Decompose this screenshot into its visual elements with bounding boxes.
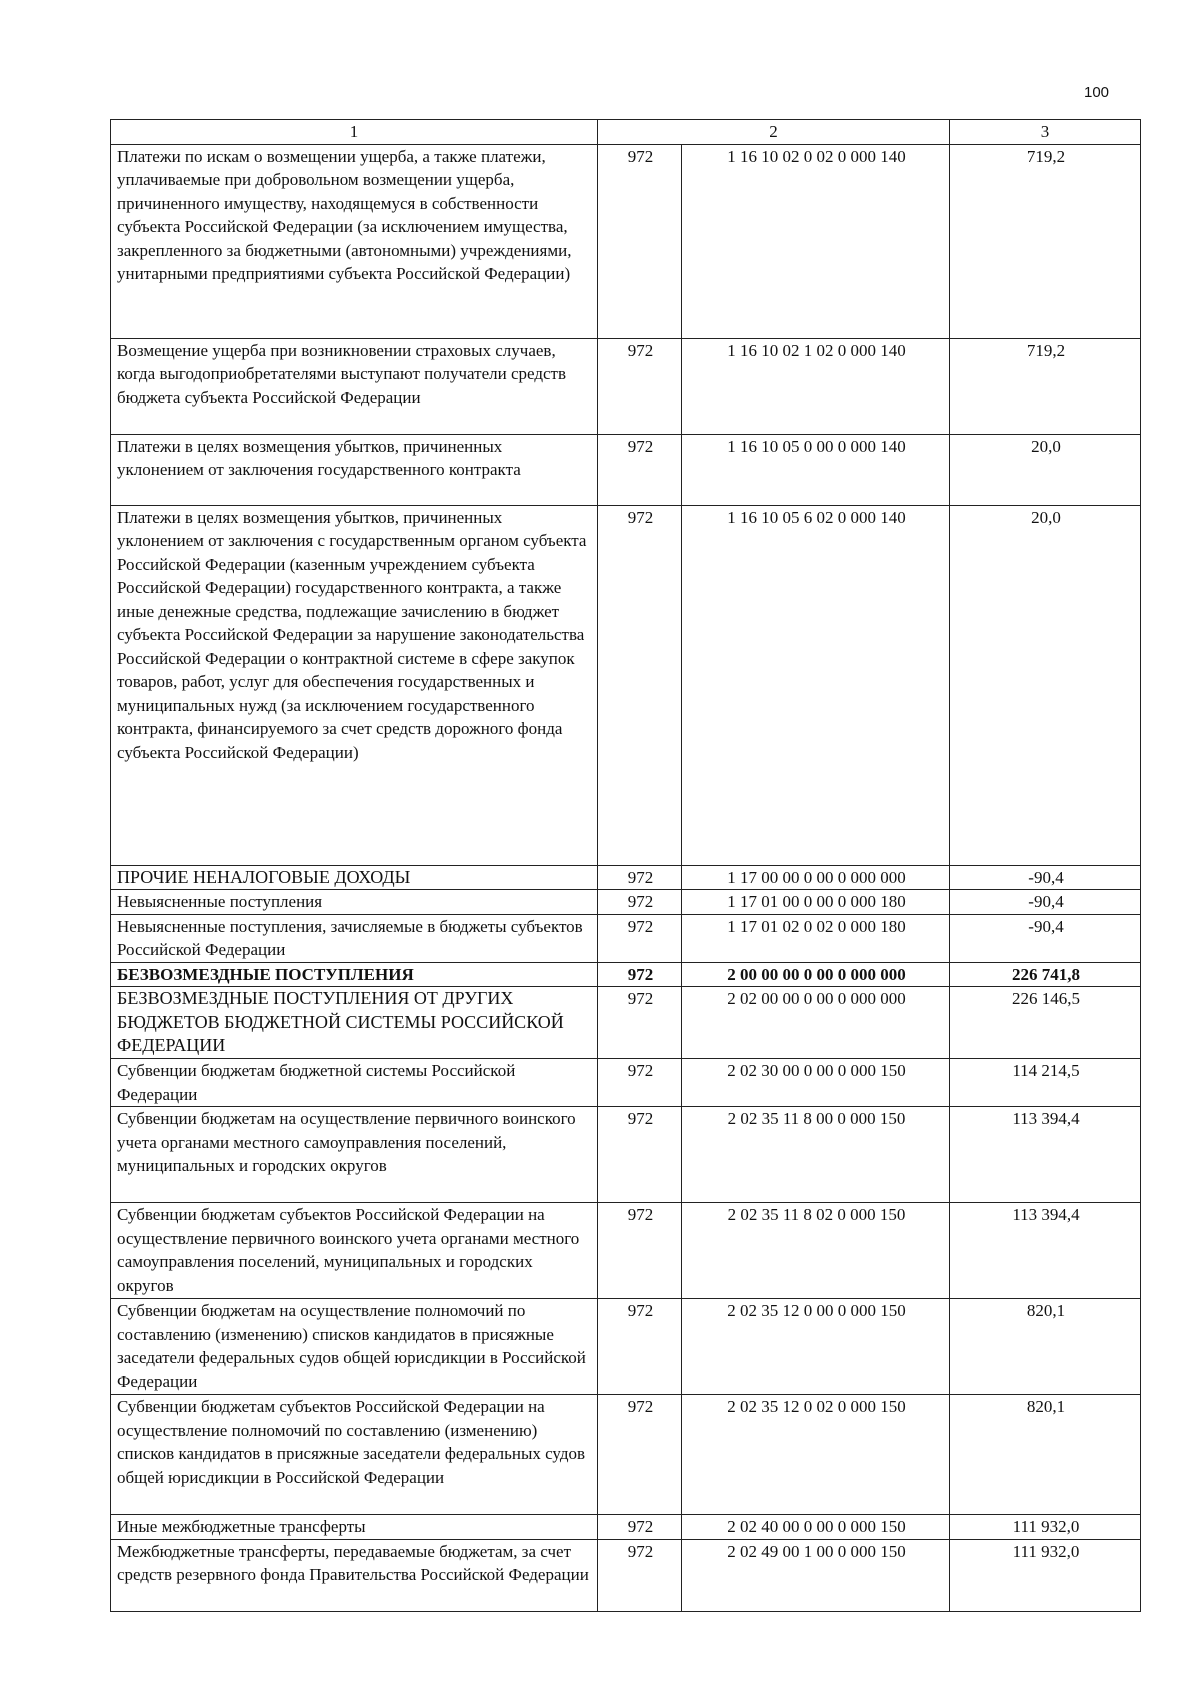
row-name: БЕЗВОЗМЕЗДНЫЕ ПОСТУПЛЕНИЯ ОТ ДРУГИХ БЮДЖЕТОВ БЮДЖЕТНОЙ СИСТЕМЫ РОССИЙСКОЙ ФЕДЕРАЦИИ [111,987,598,1059]
row-sum: -90,4 [950,865,1141,890]
table-row [111,1539,1141,1611]
row-sum: -90,4 [950,890,1141,915]
row-sum: 20,0 [950,434,1141,505]
table-header-row [111,120,1141,145]
row-code: 2 02 35 11 8 02 0 000 150 [682,1203,950,1299]
row-sum: 820,1 [950,1299,1141,1395]
row-admin: 972 [598,434,682,505]
row-sum: -90,4 [950,914,1141,962]
row-admin: 972 [598,914,682,962]
row-code: 1 17 01 00 0 00 0 000 180 [682,890,950,915]
page-number: 100 [1084,84,1110,101]
row-name: Межбюджетные трансферты, передаваемые бюджетам, за счет средств резервного фонда Правительства Российской Федерации [111,1539,598,1611]
row-code: 1 16 10 05 0 00 0 000 140 [682,434,950,505]
row-code: 1 16 10 02 1 02 0 000 140 [682,338,950,434]
row-name: Платежи в целях возмещения убытков, причиненных уклонением от заключения государственного контракта [111,434,598,505]
row-admin: 972 [598,890,682,915]
row-name: Субвенции бюджетам бюджетной системы Российской Федерации [111,1059,598,1107]
table-row [111,505,1141,865]
row-sum: 113 394,4 [950,1107,1141,1203]
row-code: 1 16 10 05 6 02 0 000 140 [682,505,950,865]
row-admin: 972 [598,1107,682,1203]
table-row [111,1299,1141,1395]
row-sum: 226 741,8 [950,962,1141,987]
row-sum: 226 146,5 [950,987,1141,1059]
table-row [111,338,1141,434]
table-row [111,1515,1141,1540]
row-sum: 114 214,5 [950,1059,1141,1107]
row-sum: 820,1 [950,1395,1141,1515]
row-name: БЕЗВОЗМЕЗДНЫЕ ПОСТУПЛЕНИЯ [111,962,598,987]
table-row [111,1203,1141,1299]
row-code: 1 17 00 00 0 00 0 000 000 [682,865,950,890]
table-row [111,1107,1141,1203]
revenue-table [110,119,1141,1612]
row-admin: 972 [598,1059,682,1107]
row-name: Невыясненные поступления, зачисляемые в бюджеты субъектов Российской Федерации [111,914,598,962]
row-code: 2 02 35 11 8 00 0 000 150 [682,1107,950,1203]
row-admin: 972 [598,962,682,987]
row-admin: 972 [598,1299,682,1395]
row-code: 2 02 49 00 1 00 0 000 150 [682,1539,950,1611]
table-row [111,865,1141,890]
row-name: Платежи в целях возмещения убытков, причиненных уклонением от заключения с государственным органом субъекта Российской Федерации (казенным учреждением субъекта Российской Федерации) государственного контракта, а также иные денежные средства, подлежащие зачислению в бюджет субъекта Российской Федерации за нарушение законодательства Российской Федерации о контрактной системе в сфере закупок товаров, работ, услуг для обеспечения государственных и муниципальных нужд (за исключением государственного контракта, финансируемого за счет средств дорожного фонда субъекта Российской Федерации) [111,505,598,865]
row-admin: 972 [598,505,682,865]
row-code: 1 16 10 02 0 02 0 000 140 [682,144,950,338]
row-code: 2 02 00 00 0 00 0 000 000 [682,987,950,1059]
row-admin: 972 [598,1395,682,1515]
table-row [111,962,1141,987]
row-code: 2 02 35 12 0 02 0 000 150 [682,1395,950,1515]
row-admin: 972 [598,338,682,434]
row-name: ПРОЧИЕ НЕНАЛОГОВЫЕ ДОХОДЫ [111,865,598,890]
table-row [111,987,1141,1059]
row-admin: 972 [598,144,682,338]
row-sum: 111 932,0 [950,1515,1141,1540]
row-code: 2 00 00 00 0 00 0 000 000 [682,962,950,987]
row-name: Субвенции бюджетам на осуществление полномочий по составлению (изменению) списков кандидатов в присяжные заседатели федеральных судов общей юрисдикции в Российской Федерации [111,1299,598,1395]
row-sum: 113 394,4 [950,1203,1141,1299]
row-code: 1 17 01 02 0 02 0 000 180 [682,914,950,962]
row-admin: 972 [598,1203,682,1299]
row-sum: 719,2 [950,338,1141,434]
table-row [111,144,1141,338]
row-admin: 972 [598,1515,682,1540]
row-name: Возмещение ущерба при возникновении страховых случаев, когда выгодоприобретателями выступают получатели средств бюджета субъекта Российской Федерации [111,338,598,434]
row-code: 2 02 30 00 0 00 0 000 150 [682,1059,950,1107]
row-sum: 719,2 [950,144,1141,338]
header-col-1: 1 [111,120,598,145]
row-sum: 111 932,0 [950,1539,1141,1611]
row-code: 2 02 35 12 0 00 0 000 150 [682,1299,950,1395]
row-name: Субвенции бюджетам субъектов Российской Федерации на осуществление первичного воинского учета органами местного самоуправления поселений, муниципальных и городских округов [111,1203,598,1299]
row-name: Субвенции бюджетам субъектов Российской Федерации на осуществление полномочий по составлению (изменению) списков кандидатов в присяжные заседатели федеральных судов общей юрисдикции в Российской Федерации [111,1395,598,1515]
row-name: Невыясненные поступления [111,890,598,915]
row-code: 2 02 40 00 0 00 0 000 150 [682,1515,950,1540]
row-name: Платежи по искам о возмещении ущерба, а также платежи, уплачиваемые при добровольном возмещении ущерба, причиненного имуществу, находящемуся в собственности субъекта Российской Федерации (за исключением имущества, закрепленного за бюджетными (автономными) учреждениями, унитарными предприятиями субъекта Российской Федерации) [111,144,598,338]
row-sum: 20,0 [950,505,1141,865]
table-row [111,1395,1141,1515]
row-name: Иные межбюджетные трансферты [111,1515,598,1540]
table-row [111,890,1141,915]
table-row [111,914,1141,962]
table-row [111,434,1141,505]
row-admin: 972 [598,1539,682,1611]
row-admin: 972 [598,987,682,1059]
header-col-3: 3 [950,120,1141,145]
row-admin: 972 [598,865,682,890]
row-name: Субвенции бюджетам на осуществление первичного воинского учета органами местного самоуправления поселений, муниципальных и городских округов [111,1107,598,1203]
header-col-2: 2 [598,120,950,145]
table-row [111,1059,1141,1107]
